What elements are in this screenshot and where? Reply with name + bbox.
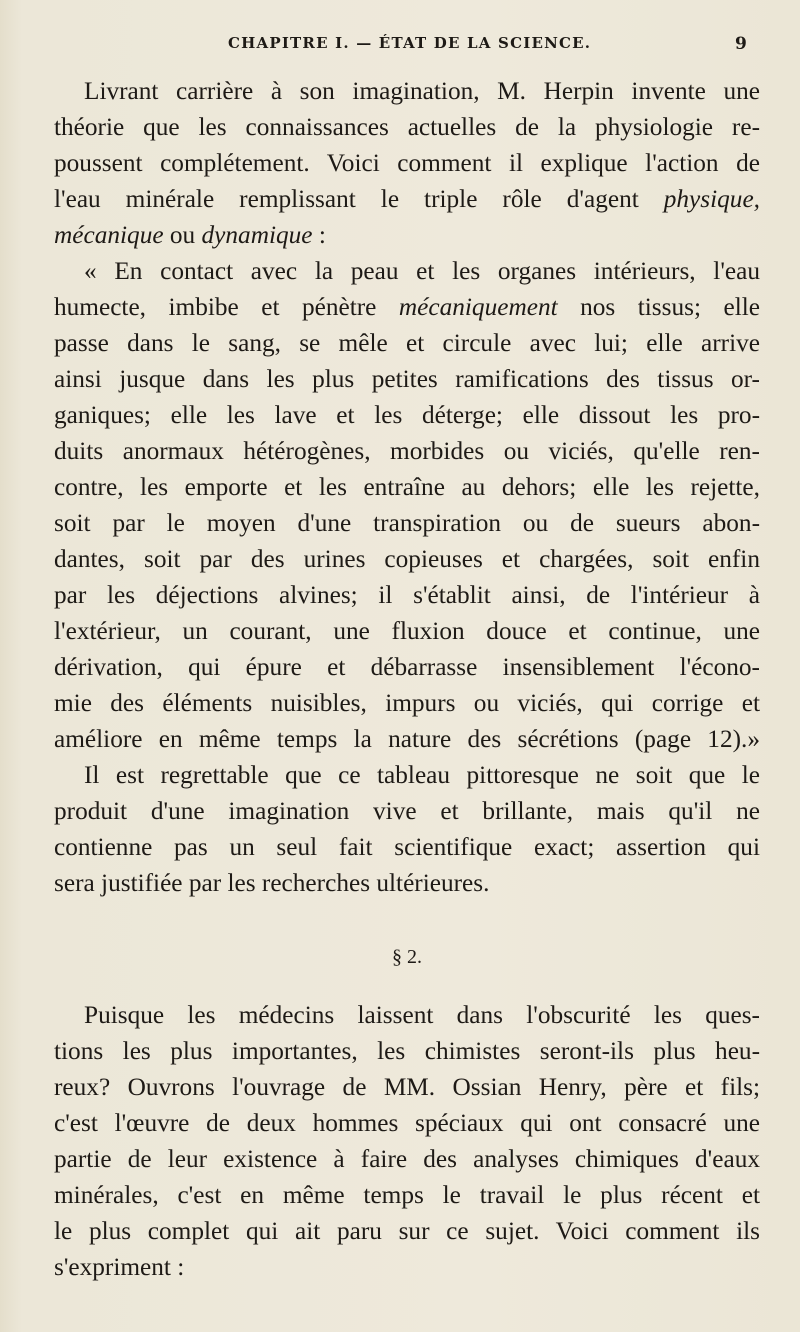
body-text — [54, 73, 760, 1285]
text-line: contienne pas un seul fait scientifique exact; assertion qui — [54, 833, 760, 861]
text-line: partie de leur existence à faire des analyses chimiques d'eaux — [54, 1145, 760, 1173]
text-line: duits anormaux hétérogènes, morbides ou viciés, qu'elle ren- — [54, 437, 760, 465]
text-line: sera justifiée par les recherches ultérieures. — [54, 869, 490, 897]
text-line: c'est l'œuvre de deux hommes spéciaux qui ont consacré une — [54, 1109, 760, 1137]
text-line: par les déjections alvines; il s'établit ainsi, de l'intérieur à — [54, 581, 760, 609]
text-line: soit par le moyen d'une transpiration ou de sueurs abon- — [54, 509, 760, 537]
quotation-herpin — [54, 253, 760, 757]
text-fragment: : — [312, 221, 326, 249]
text-line: « En contact avec la peau et les organes intérieurs, l'eau — [84, 257, 760, 285]
italic-term: physique, — [663, 185, 760, 213]
text-line: améliore en même temps la nature des sécrétions (page 12).» — [54, 725, 760, 753]
text-line: tions les plus importantes, les chimistes seront-ils plus heu- — [54, 1037, 760, 1065]
text-line: le plus complet qui ait paru sur ce sujet. Voici comment ils — [54, 1217, 760, 1245]
text-line: dérivation, qui épure et débarrasse insensiblement l'écono- — [54, 653, 760, 681]
text-line: mie des éléments nuisibles, impurs ou viciés, qui corrige et — [54, 689, 760, 717]
text-fragment: ou — [163, 221, 202, 249]
text-fragment: humecte, imbibe et pénètre — [54, 293, 399, 321]
text-line: reux? Ouvrons l'ouvrage de MM. Ossian Henry, père et fils; — [54, 1073, 760, 1101]
text-line: Puisque les médecins laissent dans l'obscurité les ques- — [84, 1001, 760, 1029]
text-line: Livrant carrière à son imagination, M. Herpin invente une — [84, 77, 760, 105]
text-line: passe dans le sang, se mêle et circule avec lui; elle arrive — [54, 329, 760, 357]
text-line: théorie que les connaissances actuelles de la physiologie re- — [54, 113, 760, 141]
text-line: ainsi jusque dans les plus petites ramifications des tissus or- — [54, 365, 760, 393]
italic-term: mécaniquement — [398, 293, 558, 321]
italic-term: mécanique — [54, 221, 164, 249]
text-line: l'extérieur, un courant, une fluxion douce et continue, une — [54, 617, 760, 645]
text-line: poussent complétement. Voici comment il explique l'action de — [54, 149, 760, 177]
paragraph-critique — [54, 757, 760, 901]
text-line — [54, 181, 760, 217]
text-line — [54, 217, 760, 253]
running-header — [228, 34, 748, 58]
section-heading: § 2. — [392, 946, 422, 968]
paragraph-herpin-theory — [54, 73, 760, 253]
text-line: dantes, soit par des urines copieuses et chargées, soit enfin — [54, 545, 760, 573]
text-fragment: l'eau minérale remplissant le triple rôle d'agent — [54, 185, 664, 213]
paragraph-chemists — [54, 997, 760, 1285]
text-line — [54, 289, 760, 325]
page-number: 9 — [734, 34, 748, 54]
text-fragment: nos tissus; elle — [557, 293, 760, 321]
text-line: ganiques; elle les lave et les déterge; elle dissout les pro- — [54, 401, 760, 429]
text-line: minérales, c'est en même temps le travail le plus récent et — [54, 1181, 760, 1209]
text-line: produit d'une imagination vive et brillante, mais qu'il ne — [54, 797, 760, 825]
text-line: Il est regrettable que ce tableau pittoresque ne soit que le — [84, 761, 760, 789]
chapter-title: CHAPITRE I. — ÉTAT DE LA SCIENCE. — [228, 34, 592, 52]
italic-term: dynamique — [201, 221, 313, 249]
text-line: s'expriment : — [54, 1253, 185, 1281]
text-line: contre, les emporte et les entraîne au dehors; elle les rejette, — [54, 473, 760, 501]
